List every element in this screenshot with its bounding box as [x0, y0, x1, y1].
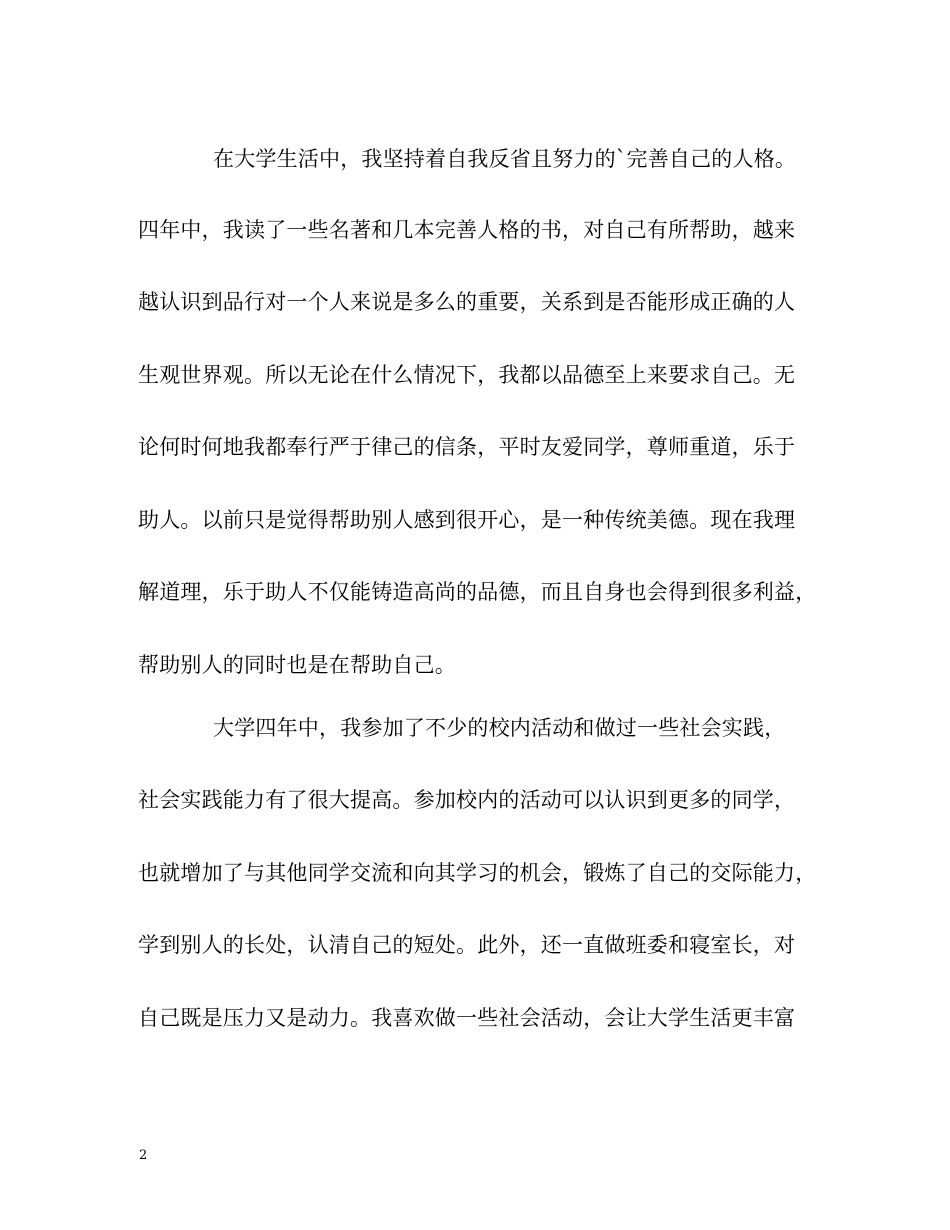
- text-line: 大学四年中，我参加了不少的校内活动和做过一些社会实践，: [213, 716, 786, 740]
- text-line: 生观世界观。所以无论在什么情况下，我都以品德至上来要求自己。无: [138, 363, 796, 387]
- text-line: 解道理，乐于助人不仅能铸造高尚的品德，而且自身也会得到很多利益，: [138, 580, 817, 604]
- text-line: 助人。以前只是觉得帮助别人感到很开心，是一种传统美德。现在我理: [138, 508, 796, 532]
- text-line: 越认识到品行对一个人来说是多么的重要，关系到是否能形成正确的人: [138, 290, 796, 314]
- page-number: 2: [139, 1148, 148, 1163]
- text-line: 自己既是压力又是动力。我喜欢做一些社会活动，会让大学生活更丰富: [138, 1006, 796, 1030]
- text-line: 学到别人的长处，认清自己的短处。此外，还一直做班委和寝室长，对: [138, 933, 796, 957]
- text-line: 社会实践能力有了很大提高。参加校内的活动可以认识到更多的同学，: [138, 788, 796, 812]
- text-line: 在大学生活中，我坚持着自我反省且努力的`完善自己的人格。: [213, 147, 797, 171]
- text-line: 四年中，我读了一些名著和几本完善人格的书，对自己有所帮助，越来: [138, 218, 796, 242]
- text-line: 帮助别人的同时也是在帮助自己。: [138, 653, 456, 677]
- text-line: 也就增加了与其他同学交流和向其学习的机会，锻炼了自己的交际能力，: [138, 861, 817, 885]
- text-line: 论何时何地我都奉行严于律己的信条，平时友爱同学，尊师重道，乐于: [138, 435, 796, 459]
